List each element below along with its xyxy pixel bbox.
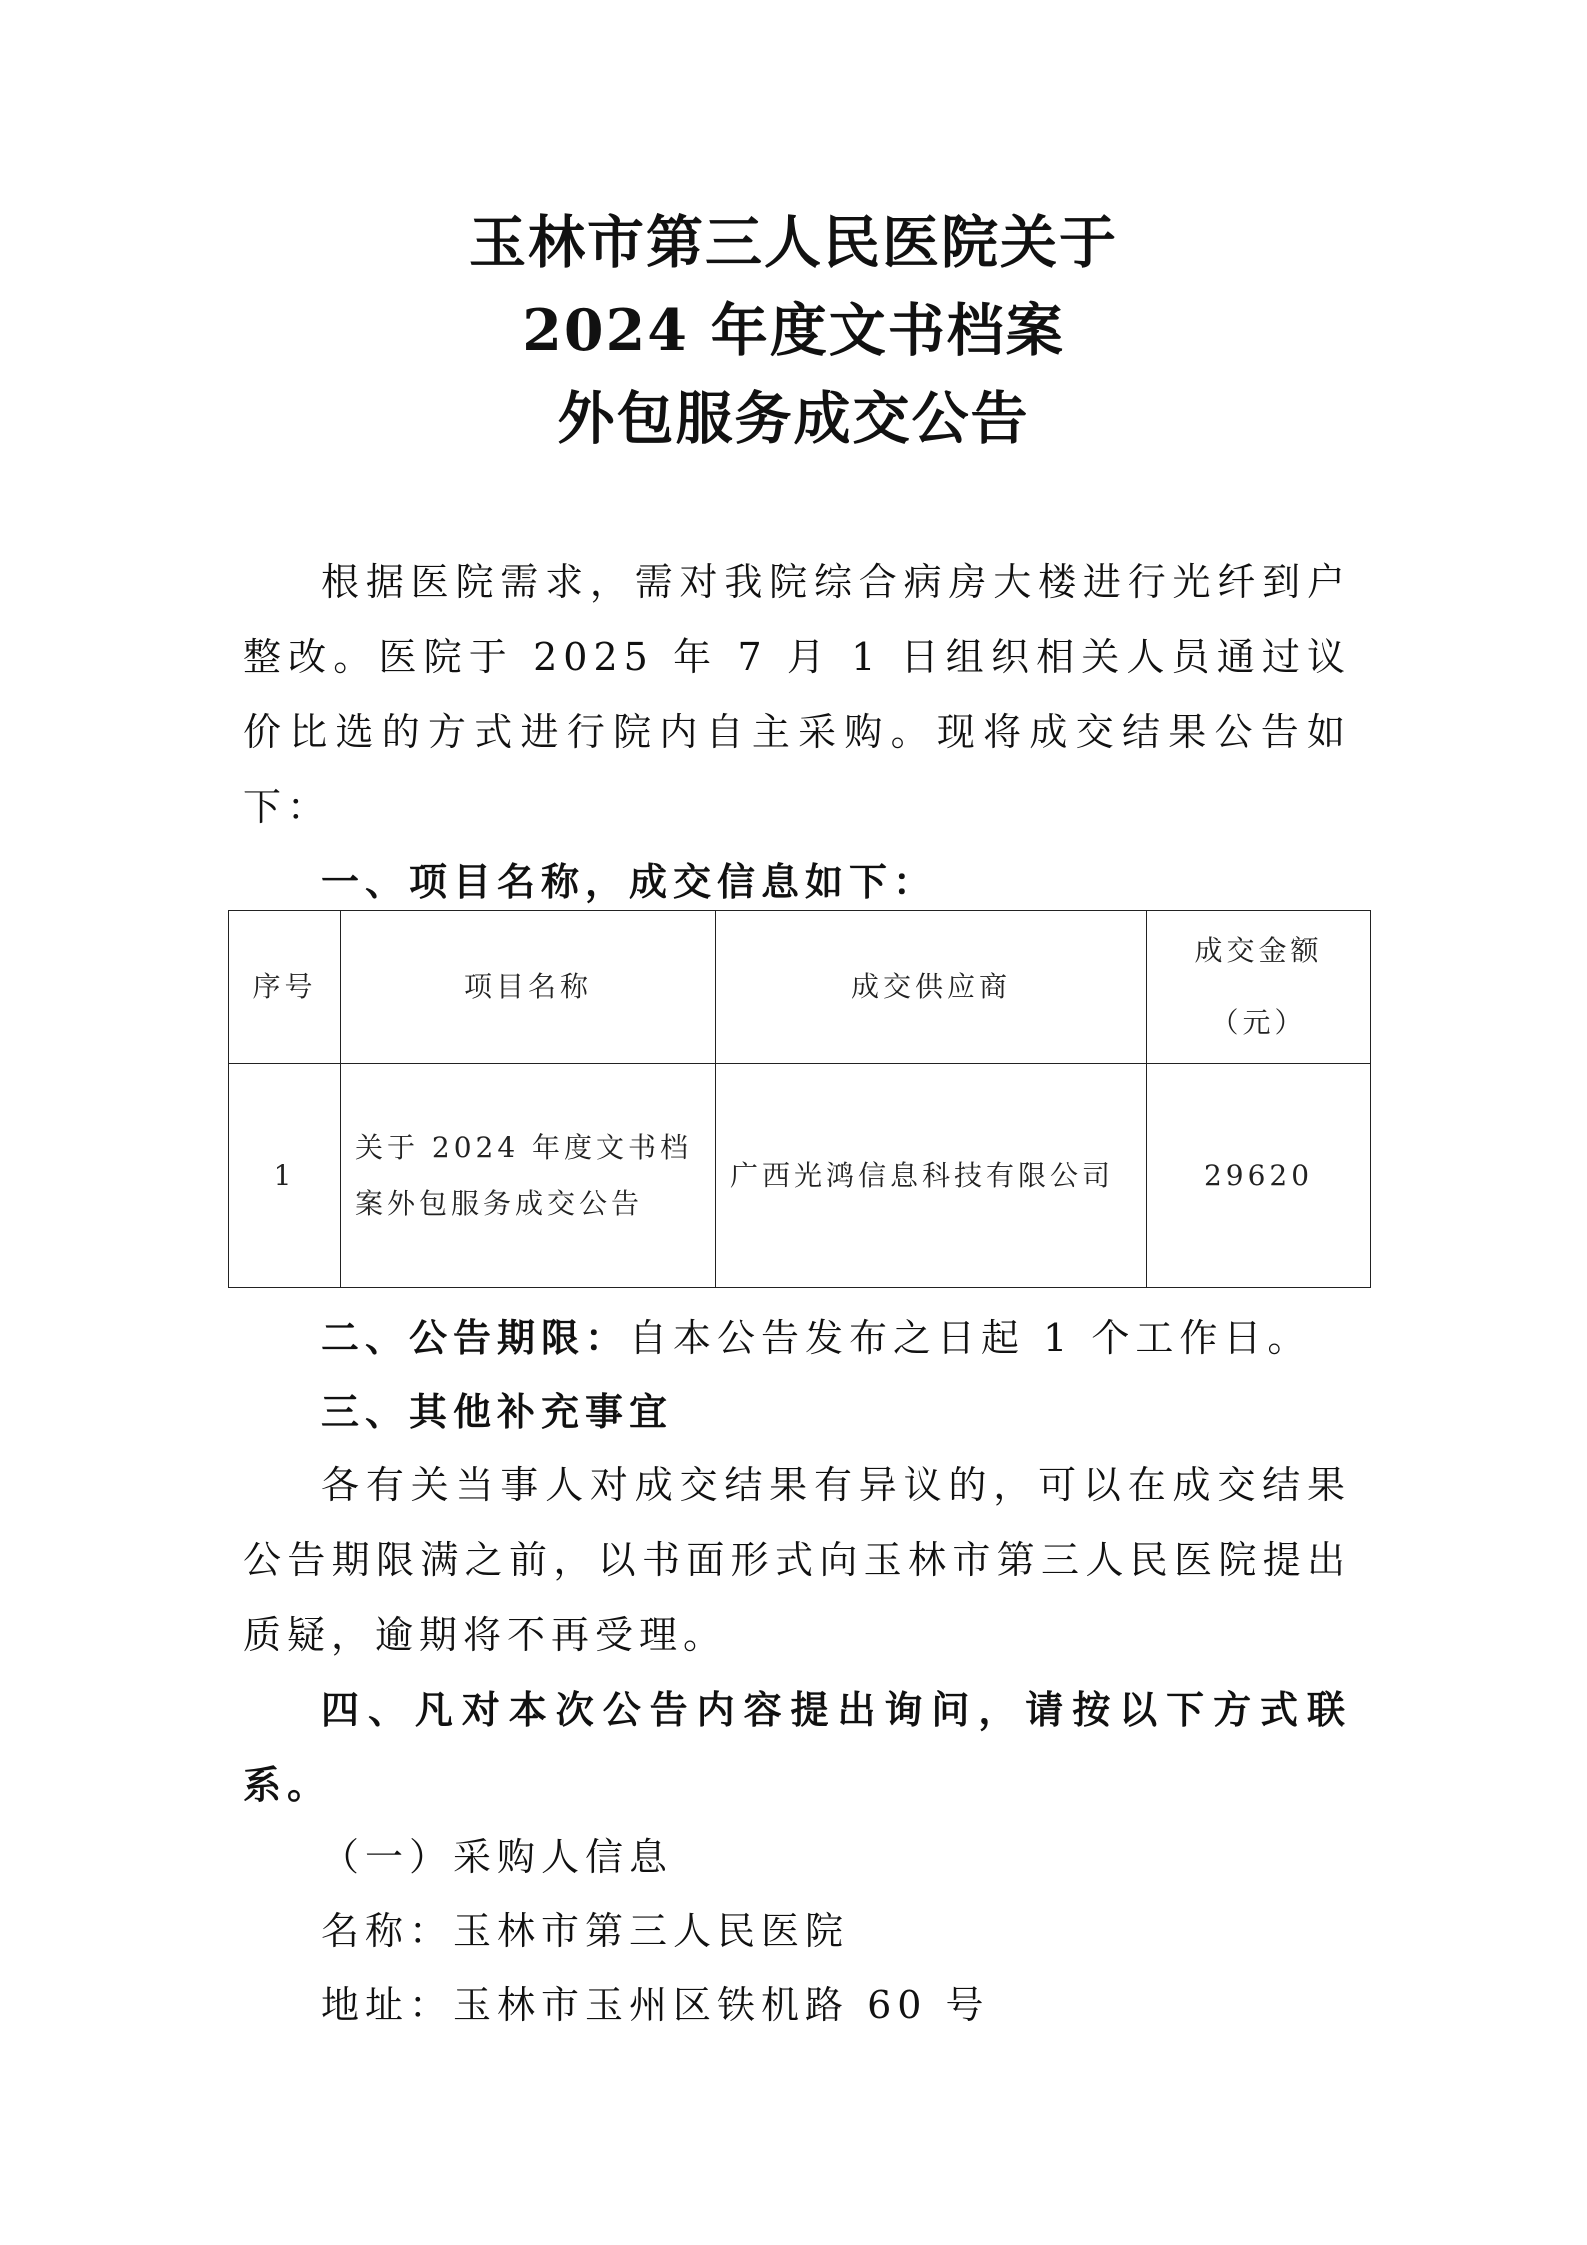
table-row [229,1064,1371,1288]
title-line-1: 玉林市第三人民医院关于 [469,209,1118,276]
purchaser-address: 地址：玉林市玉州区铁机路 60 号 [321,1983,990,2027]
header-project-name: 项目名称 [341,911,716,1064]
header-supplier: 成交供应商 [716,911,1147,1064]
header-amount [1147,911,1371,1064]
section-3-heading: 三、其他补充事宜 [321,1389,674,1434]
header-amount-line-2: （元） [1210,1006,1307,1039]
cell-project-name: 关于 2024 年度文书档案外包服务成交公告 [341,1064,716,1288]
purchaser-name: 名称：玉林市第三人民医院 [321,1909,850,1953]
section-2 [243,1300,1429,1376]
section-4-heading: 四、凡对本次公告内容提出询问，请按以下方式联系。 [243,1687,1351,1807]
section-1-heading: 一、项目名称，成交信息如下： [321,859,938,904]
title-line-2: 2024 年度文书档案 [522,297,1065,364]
cell-amount: 29620 [1147,1064,1371,1288]
intro-paragraph: 根据医院需求，需对我院综合病房大楼进行光纤到户整改。医院于 2025 年 7 月 1 日组织相关人员通过议价比选的方式进行院内自主采购。现将成交结果公告如下： [243,560,1351,829]
cell-seq: 1 [229,1064,341,1288]
header-amount-line-1: 成交金额 [1194,934,1323,967]
header-seq: 序号 [229,911,341,1064]
section-2-label: 二、公告期限： [321,1315,630,1360]
section-3-paragraph: 各有关当事人对成交结果有异议的，可以在成交结果公告期限满之前，以书面形式向玉林市第三人民医院提出质疑，逾期将不再受理。 [243,1463,1351,1657]
table-header-row [229,911,1371,1064]
title-line-3: 外包服务成交公告 [557,385,1030,452]
result-table [228,910,1371,1288]
section-2-text: 自本公告发布之日起 1 个工作日。 [629,1316,1312,1360]
purchaser-heading: （一）采购人信息 [321,1835,674,1879]
cell-supplier: 广西光鸿信息科技有限公司 [716,1064,1147,1288]
